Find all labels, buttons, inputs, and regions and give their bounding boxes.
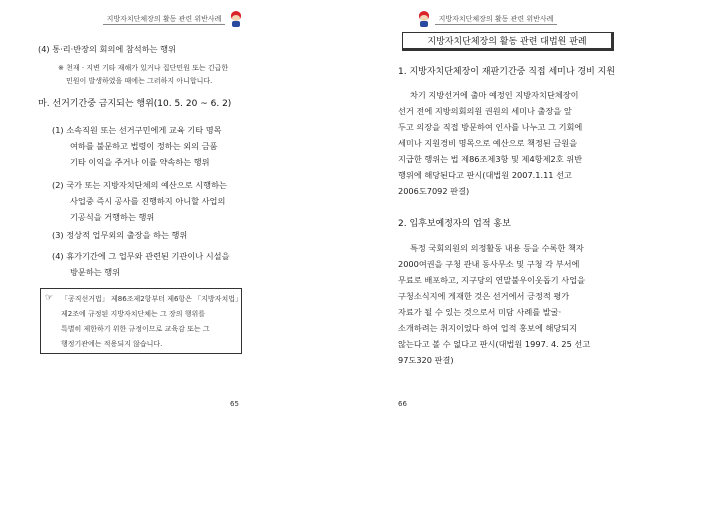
para2-line-3: 무료로 배포하고, 지구당의 연말불우이웃돕기 사업을 — [398, 275, 586, 285]
item-1-line-3: 기타 이익을 주거나 이를 약속하는 행위 — [70, 157, 210, 167]
para2-line-8: 97도320 판결) — [398, 355, 454, 365]
para1-line-1: 차기 지방선거에 출마 예정인 지방자치단체장이 — [410, 90, 579, 100]
para2-line-1: 특정 국회의원의 의정활동 내용 등을 수록한 책자 — [410, 243, 584, 253]
note-box-line-1: 「공직선거법」 제86조제2항부터 제6항은 「지방자치법」 — [61, 295, 242, 303]
item-4b-line-1: (4) 휴가기간에 그 업무와 관련된 기관이나 시설을 — [52, 251, 230, 261]
left-header-text: 지방자치단체장의 활동 관련 위반사례 — [103, 14, 226, 25]
item-4-note-line-1: ※ 천재 · 지변 기타 재해가 있거나 집단민원 또는 긴급한 — [58, 64, 229, 72]
para2-line-5: 자료가 될 수 있는 것으로서 미담 사례를 발굴· — [398, 307, 562, 317]
item-2-line-3: 기공식을 거행하는 행위 — [70, 212, 155, 222]
para1-line-6: 행위에 해당된다고 판시(대법원 2007.1.11 선고 — [398, 170, 572, 180]
right-header — [390, 10, 580, 28]
para1-line-3: 두고 의장을 직접 방문하여 인사를 나누고 그 기회에 — [398, 122, 583, 132]
note-box-line-4: 행정기관에는 적용되지 않습니다. — [61, 340, 163, 348]
note-box — [40, 288, 242, 354]
mascot-icon — [229, 11, 243, 27]
note-box-line-3: 특별히 제한하기 위한 규정이므로 교육감 또는 그 — [61, 325, 210, 333]
item-4b-line-2: 방문하는 행위 — [70, 267, 121, 277]
page-number-left: 65 — [230, 400, 239, 408]
left-header — [80, 10, 270, 28]
para1-line-5: 지급한 행위는 법 제86조제3항 및 제4항제2호 위반 — [398, 154, 583, 164]
item-3: (3) 정상적 업무외의 출장을 하는 행위 — [52, 230, 188, 240]
para2-line-2: 2000여권을 구청 관내 동사무소 및 구청 각 부서에 — [398, 259, 580, 269]
item-2-line-1: (2) 국가 또는 지방자치단체의 예산으로 시행하는 — [52, 180, 227, 190]
para2-line-4: 구청소식지에 게재한 것은 선거에서 긍정적 평가 — [398, 291, 570, 301]
page-number-right: 66 — [398, 400, 407, 408]
item-1-line-2: 여하를 불문하고 법령이 정하는 외의 금품 — [70, 141, 218, 151]
note-box-line-2: 제2조에 규정된 지방자치단체는 그 장의 행위를 — [61, 310, 206, 318]
item-4-note-line-2: 민원이 발생하였을 때에는 그러하지 아니합니다. — [66, 77, 213, 85]
para2-line-6: 소개하려는 취지이었다 하여 업적 홍보에 해당되지 — [398, 323, 578, 333]
item-4-heading: (4) 통·리·반장의 회의에 참석하는 행위 — [38, 44, 176, 54]
subsection-2-heading: 2. 입후보예정자의 업적 홍보 — [398, 219, 511, 229]
para1-line-2: 선거 전에 지방의회의원 권원의 세미나 출장을 앞 — [398, 106, 572, 116]
para2-line-7: 않는다고 볼 수 없다고 판시(대법원 1997. 4. 25 선고 — [398, 339, 591, 349]
para1-line-7: 2006도7092 판결) — [398, 186, 470, 196]
hand-pointer-icon: ☞ — [45, 293, 54, 303]
para1-line-4: 세미나 지원경비 명목으로 예산으로 책정된 금원을 — [398, 138, 578, 148]
mascot-icon — [417, 11, 431, 27]
page-title: 지방자치단체장의 활동 관련 대법원 판례 — [402, 32, 614, 51]
item-2-line-2: 사업중 즉시 공사를 진행하지 아니할 사업의 — [70, 196, 226, 206]
item-1-line-1: (1) 소속직원 또는 선거구민에게 교육 기타 명목 — [52, 125, 222, 135]
section-ma-heading: 마. 선거기간중 금지되는 행위(10. 5. 20 ~ 6. 2) — [38, 99, 232, 109]
right-header-text: 지방자치단체장의 활동 관련 위반사례 — [435, 14, 558, 25]
subsection-1-heading: 1. 지방자치단체장이 재판기간중 직접 세미나 경비 지원 — [398, 67, 616, 77]
